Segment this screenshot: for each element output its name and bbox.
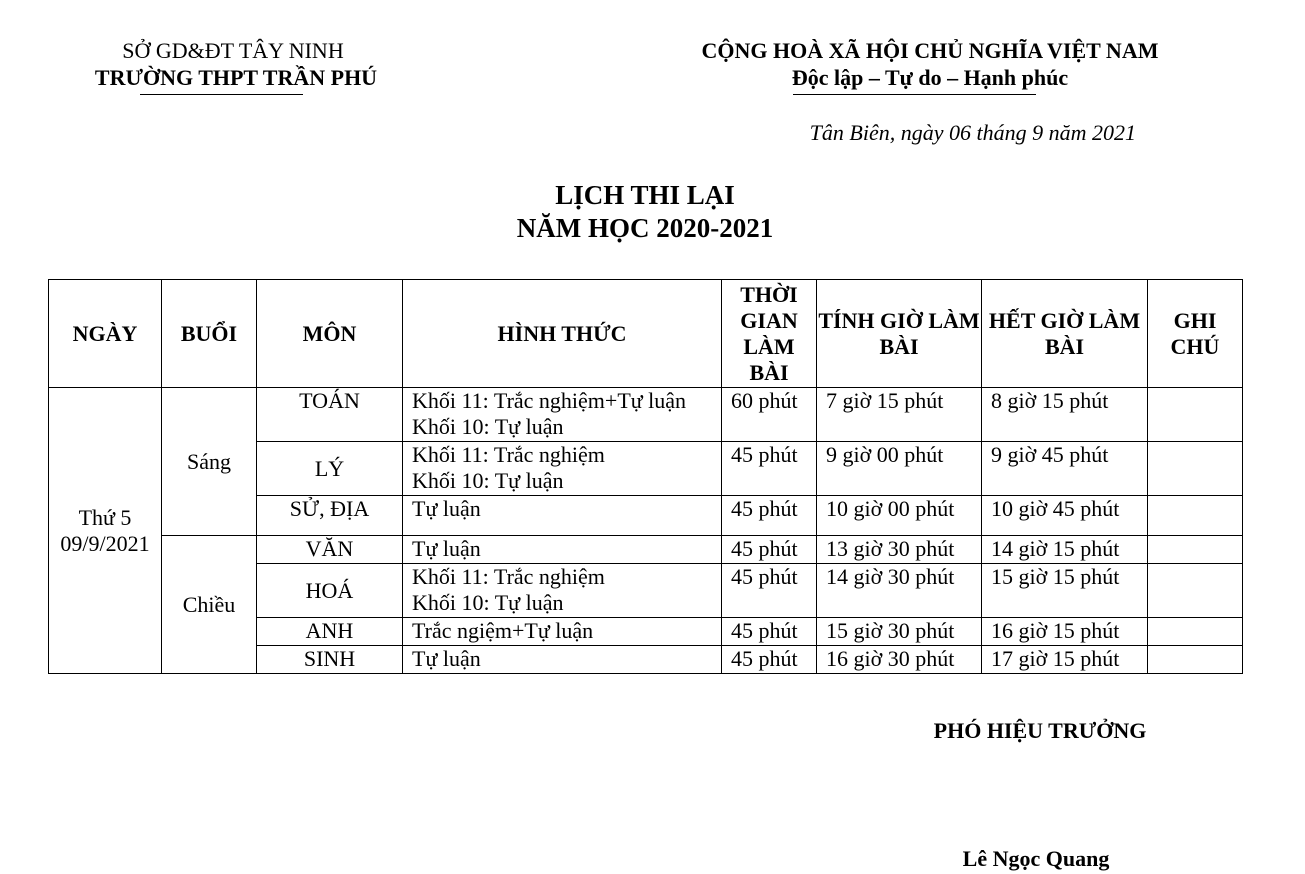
duration-cell: 45 phút	[722, 496, 817, 536]
exam-date: 09/9/2021	[60, 530, 150, 556]
end-time-cell: 14 giờ 15 phút	[982, 536, 1148, 564]
format-cell	[403, 442, 722, 496]
place-date: Tân Biên, ngày 06 tháng 9 năm 2021	[809, 120, 1136, 145]
header-mon: MÔN	[257, 280, 403, 388]
department-name: SỞ GD&ĐT TÂY NINH	[122, 38, 344, 63]
school-underline	[140, 94, 303, 95]
note-cell	[1148, 564, 1243, 618]
start-time-cell: 14 giờ 30 phút	[817, 564, 982, 618]
subject-cell: LÝ	[257, 442, 403, 496]
document-title: LỊCH THI LẠI	[555, 180, 735, 210]
subject-cell: SINH	[257, 646, 403, 674]
start-time-cell: 13 giờ 30 phút	[817, 536, 982, 564]
note-cell	[1148, 388, 1243, 442]
format-line: Khối 10: Tự luận	[412, 468, 564, 493]
format-cell: Tự luận	[403, 536, 722, 564]
header-ngay: NGÀY	[49, 280, 162, 388]
note-cell	[1148, 496, 1243, 536]
format-line: Khối 11: Trắc nghiệm	[412, 564, 605, 589]
table-header-row	[49, 280, 1243, 388]
start-time-cell: 16 giờ 30 phút	[817, 646, 982, 674]
format-line: Khối 11: Trắc nghiệm	[412, 442, 605, 467]
format-cell: Trắc ngiệm+Tự luận	[403, 618, 722, 646]
session-morning: Sáng	[162, 388, 257, 536]
duration-cell: 45 phút	[722, 442, 817, 496]
table-row	[49, 388, 1243, 442]
subject-cell: VĂN	[257, 536, 403, 564]
end-time-cell: 8 giờ 15 phút	[982, 388, 1148, 442]
end-time-cell: 15 giờ 15 phút	[982, 564, 1148, 618]
duration-cell: 45 phút	[722, 536, 817, 564]
duration-cell: 45 phút	[722, 618, 817, 646]
subject-cell: SỬ, ĐỊA	[257, 496, 403, 536]
duration-cell: 45 phút	[722, 646, 817, 674]
subject-cell: HOÁ	[257, 564, 403, 618]
exam-schedule-table	[48, 279, 1243, 674]
start-time-cell: 7 giờ 15 phút	[817, 388, 982, 442]
note-cell	[1148, 442, 1243, 496]
motto: Độc lập – Tự do – Hạnh phúc	[791, 65, 1069, 90]
note-cell	[1148, 536, 1243, 564]
end-time-cell: 17 giờ 15 phút	[982, 646, 1148, 674]
format-cell: Tự luận	[403, 496, 722, 536]
start-time-cell: 15 giờ 30 phút	[817, 618, 982, 646]
header-hinh-thuc: HÌNH THỨC	[403, 280, 722, 388]
header-ghi-chu: GHI CHÚ	[1148, 280, 1243, 388]
school-year-title: NĂM HỌC 2020-2021	[516, 213, 774, 243]
school-name: TRƯỜNG THPT TRẦN PHÚ	[94, 65, 378, 90]
motto-underline	[793, 94, 1036, 95]
end-time-cell: 16 giờ 15 phút	[982, 618, 1148, 646]
header-buoi: BUỔI	[162, 280, 257, 388]
session-afternoon: Chiều	[162, 536, 257, 674]
end-time-cell: 9 giờ 45 phút	[982, 442, 1148, 496]
format-cell	[403, 564, 722, 618]
header-het-gio: HẾT GIỜ LÀM BÀI	[982, 280, 1148, 388]
table-row	[49, 536, 1243, 564]
note-cell	[1148, 646, 1243, 674]
format-cell	[403, 388, 722, 442]
note-cell	[1148, 618, 1243, 646]
subject-cell: ANH	[257, 618, 403, 646]
format-line: Khối 10: Tự luận	[412, 414, 564, 439]
nation-title: CỘNG HOÀ XÃ HỘI CHỦ NGHĨA VIỆT NAM	[701, 38, 1159, 63]
format-line: Khối 11: Trắc nghiệm+Tự luận	[412, 388, 687, 413]
start-time-cell: 9 giờ 00 phút	[817, 442, 982, 496]
exam-weekday: Thứ 5	[78, 504, 132, 530]
signer-title: PHÓ HIỆU TRƯỞNG	[933, 718, 1147, 743]
exam-day-cell	[49, 388, 162, 674]
duration-cell: 45 phút	[722, 564, 817, 618]
signer-name: Lê Ngọc Quang	[962, 846, 1110, 871]
subject-cell: TOÁN	[257, 388, 403, 442]
header-tinh-gio: TÍNH GIỜ LÀM BÀI	[817, 280, 982, 388]
duration-cell: 60 phút	[722, 388, 817, 442]
start-time-cell: 10 giờ 00 phút	[817, 496, 982, 536]
format-line: Khối 10: Tự luận	[412, 590, 564, 615]
format-cell: Tự luận	[403, 646, 722, 674]
header-thoi-gian: THỜI GIAN LÀM BÀI	[722, 280, 817, 388]
end-time-cell: 10 giờ 45 phút	[982, 496, 1148, 536]
